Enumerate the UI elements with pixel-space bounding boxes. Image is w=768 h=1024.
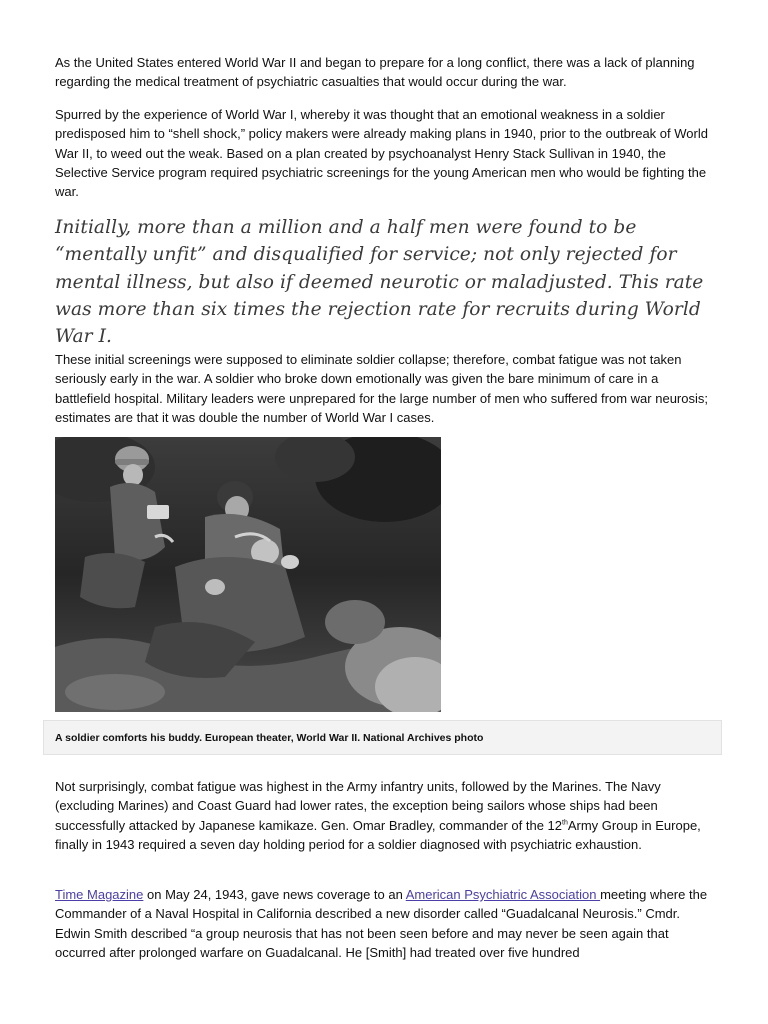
photo-caption-box bbox=[43, 720, 722, 755]
paragraph-screenings: These initial screenings were supposed to eliminate soldier collapse; therefore, combat fatigue was not taken seriously early in the war. A soldier who broke down emotionally was given the bare minimum of care in a battlefield hospital. Military leaders were unprepared for the large number of men who suffered from war neurosis; estimates are that it was double the number of World War I cases. bbox=[55, 352, 708, 425]
pull-quote: Initially, more than a million and a half men were found to be “mentally unfit” and disqualified for service; not only rejected for mental illness, but also if deemed neurotic or maladjusted. This rate was more than six times the rejection rate for recruits during World War I. bbox=[55, 217, 704, 348]
paragraph-shell-shock: Spurred by the experience of World War I, whereby it was thought that an emotional weakness in a soldier predisposed him to “shell shock,” policy makers were already making plans in 1940, prior to the outbreak of World War II, to weed out the weak. Based on a plan created by psychoanalyst Henry Stack Sullivan in 1940, the Selective Service program required psychiatric screenings for the young American men who would be fighting the war. bbox=[55, 107, 708, 200]
paragraph-combat-fatigue bbox=[55, 777, 715, 854]
paragraph-guadalcanal-text-b: meeting where the Commander of a Naval Hospital in California described a new disorder called “Guadalcanal Neurosis.” Cmdr. Edwin Smith described “a group neurosis that has not been seen before and may never be seen again that occurred after prolonged warfare on Guadalcanal. He [Smith] had treated over five hundred bbox=[55, 887, 708, 960]
time-magazine-link[interactable]: Time Magazine bbox=[55, 887, 144, 902]
soldiers-photo bbox=[55, 437, 441, 712]
soldiers-photo-illustration bbox=[55, 437, 441, 712]
paragraph-combat-fatigue-text-b: Army Group in Europe, finally in 1943 required a seven day holding period for a soldier diagnosed with psychiatric exhaustion. bbox=[55, 817, 701, 852]
paragraph-guadalcanal-text-a: on May 24, 1943, gave news coverage to an bbox=[143, 887, 406, 902]
paragraph-guadalcanal bbox=[55, 885, 715, 962]
apa-link[interactable]: American Psychiatric Association bbox=[405, 887, 601, 902]
paragraph-combat-fatigue-text-a: Not surprisingly, combat fatigue was highest in the Army infantry units, followed by the Marines. The Navy (excluding Marines) and Coast Guard had lower rates, the exception being sailors whose ships had been successfully attacked by Japanese kamikaze. Gen. Omar Bradley, commander of the 12 bbox=[55, 779, 661, 833]
photo-caption: A soldier comforts his buddy. European theater, World War II. National Archives photo bbox=[55, 732, 484, 744]
paragraph-intro: As the United States entered World War II and began to prepare for a long conflict, there was a lack of planning regarding the medical treatment of psychiatric casualties that would occur during the war. bbox=[55, 55, 695, 90]
ordinal-suffix: th bbox=[562, 819, 568, 827]
